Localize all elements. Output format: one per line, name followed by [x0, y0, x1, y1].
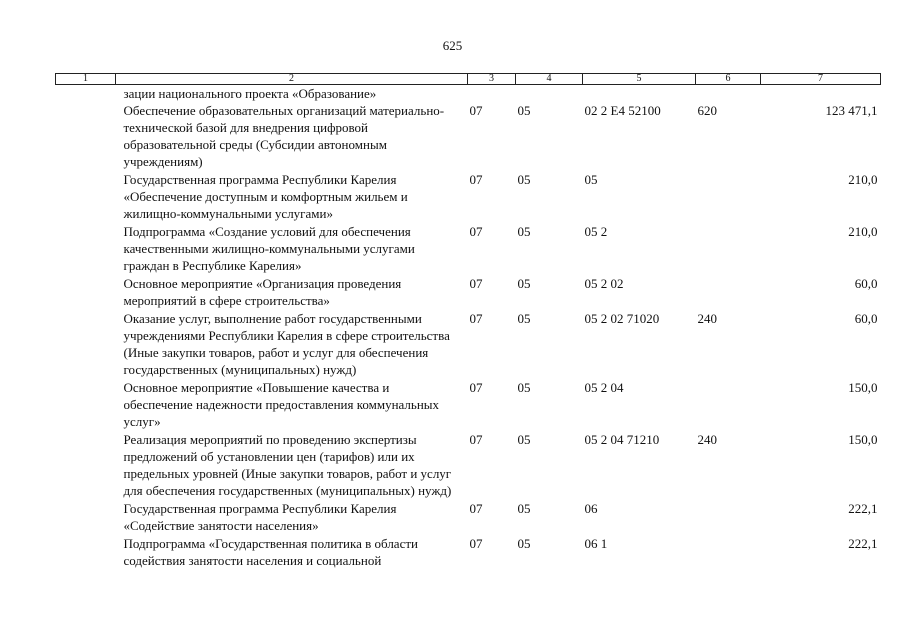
row-subsection: 05 — [517, 501, 531, 516]
row-amount: 210,0 — [848, 172, 878, 187]
row-name: Основное мероприятие «Повышение качества и обеспечение надежности предоставления коммунальных услуг» — [123, 380, 440, 429]
table-row — [56, 499, 881, 534]
row-name: Государственная программа Республики Карелия «Обеспечение доступным и комфортным жильем и жилищно-коммунальными услугами» — [123, 172, 408, 221]
row-subsection: 05 — [517, 224, 531, 239]
row-subsection: 05 — [517, 432, 531, 447]
row-expense-type — [696, 534, 761, 569]
row-target-article: 05 2 04 — [584, 380, 624, 395]
row-expense-type: 240 — [697, 432, 717, 447]
row-subsection: 05 — [517, 172, 531, 187]
table-row — [56, 430, 881, 499]
row-section: 07 — [469, 276, 483, 291]
table-row — [56, 274, 881, 309]
row-section: 07 — [469, 172, 483, 187]
row-amount: 210,0 — [848, 224, 878, 239]
row-target-article: 05 2 — [584, 224, 608, 239]
continuation-row — [56, 85, 881, 102]
column-header-7: 7 — [761, 74, 881, 85]
column-header-4: 4 — [516, 74, 583, 85]
row-target-article: 06 — [584, 501, 598, 516]
row-expense-type — [696, 274, 761, 309]
row-name: Подпрограмма «Создание условий для обеспечения качественными жилищно-коммунальными услугами граждан в Республике Карелия» — [123, 224, 415, 273]
row-subsection: 05 — [517, 380, 531, 395]
row-expense-type — [696, 170, 761, 222]
row-amount: 150,0 — [848, 432, 878, 447]
row-amount: 60,0 — [854, 276, 878, 291]
row-subsection: 05 — [517, 103, 531, 118]
row-subsection: 05 — [517, 536, 531, 551]
row-target-article: 05 — [584, 172, 598, 187]
row-target-article: 05 2 02 — [584, 276, 624, 291]
row-amount: 222,1 — [848, 501, 878, 516]
row-name: Реализация мероприятий по проведению экспертизы предложений об установлении цен (тарифов) или их предельных уровней (Иные закупки товаров, работ и услуг для обеспечения государственных (муниципальных) нужд) — [123, 432, 452, 498]
row-section: 07 — [469, 501, 483, 516]
column-header-1: 1 — [56, 74, 116, 85]
row-amount: 222,1 — [848, 536, 878, 551]
table-row — [56, 309, 881, 378]
row-target-article: 02 2 E4 52100 — [584, 103, 661, 118]
row-amount: 150,0 — [848, 380, 878, 395]
table-row — [56, 170, 881, 222]
row-name: Основное мероприятие «Организация проведения мероприятий в сфере строительства» — [123, 276, 402, 308]
page-number: 625 — [442, 38, 463, 53]
row-name: Оказание услуг, выполнение работ государственными учреждениями Республики Карелия в сфере строительства (Иные закупки товаров, работ и услуг для обеспечения государственных (муниципальных) нужд) — [123, 311, 450, 377]
row-expense-type — [696, 378, 761, 430]
row-subsection: 05 — [517, 276, 531, 291]
continuation-text: зации национального проекта «Образование» — [123, 86, 377, 101]
row-target-article: 05 2 02 71020 — [584, 311, 660, 326]
row-target-article: 06 1 — [584, 536, 608, 551]
row-expense-type: 620 — [697, 103, 717, 118]
row-expense-type — [696, 222, 761, 274]
row-section: 07 — [469, 311, 483, 326]
row-expense-type: 240 — [697, 311, 717, 326]
row-amount: 60,0 — [854, 311, 878, 326]
row-section: 07 — [469, 432, 483, 447]
column-header-3: 3 — [468, 74, 516, 85]
row-name: Обеспечение образовательных организаций материально-технической базой для внедрения цифровой образовательной среды (Субсидии автономным учреждениям) — [123, 103, 445, 169]
row-section: 07 — [469, 536, 483, 551]
row-section: 07 — [469, 380, 483, 395]
table-row — [56, 101, 881, 170]
column-number-header — [56, 74, 881, 85]
row-target-article: 05 2 04 71210 — [584, 432, 660, 447]
row-name: Подпрограмма «Государственная политика в области содействия занятости населения и социальной — [123, 536, 418, 568]
row-amount: 123 471,1 — [825, 103, 878, 118]
table-row — [56, 222, 881, 274]
row-section: 07 — [469, 103, 483, 118]
table-row — [56, 534, 881, 569]
column-header-2: 2 — [116, 74, 468, 85]
row-subsection: 05 — [517, 311, 531, 326]
row-name: Государственная программа Республики Карелия «Содействие занятости населения» — [123, 501, 397, 533]
column-header-5: 5 — [583, 74, 696, 85]
column-header-6: 6 — [696, 74, 761, 85]
budget-table — [55, 73, 881, 569]
table-row — [56, 378, 881, 430]
row-expense-type — [696, 499, 761, 534]
row-section: 07 — [469, 224, 483, 239]
